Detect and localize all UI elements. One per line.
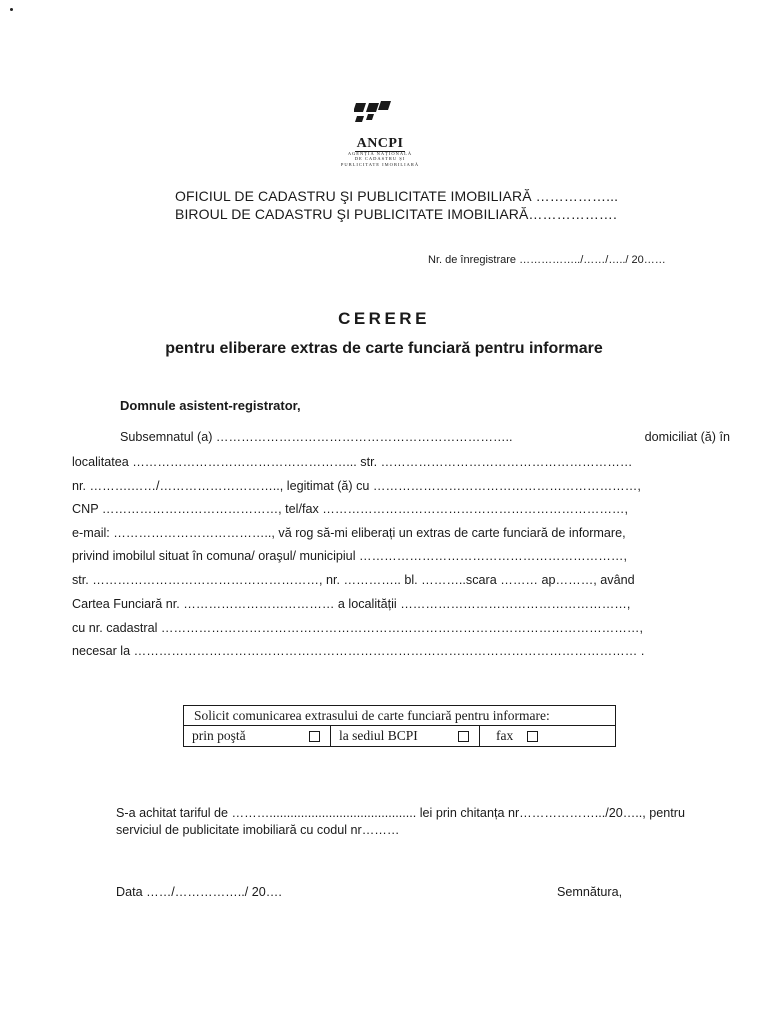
- delivery-method-table: [183, 705, 616, 747]
- form-line-land-book[interactable]: Cartea Funciară nr. ……………………………… a localității ………………………………………………,: [72, 597, 631, 611]
- document-title: CERERE: [338, 309, 430, 328]
- corner-dot: [10, 8, 13, 11]
- payment-line[interactable]: S-a achitat tariful de ……….......................................... lei prin chitanța nr……………….../20….., pentru: [116, 806, 686, 820]
- delivery-option-post[interactable]: prin poştă: [184, 726, 331, 746]
- document-subtitle: pentru eliberare extras de carte funciară pentru informare: [165, 340, 603, 357]
- form-line-id[interactable]: nr. ……….……/……………………….., legitimat (ă) cu ………………………………………………………,: [72, 479, 641, 493]
- date-field[interactable]: Data ……/……………../ 20….: [116, 885, 282, 899]
- checkbox-office[interactable]: [458, 731, 469, 742]
- delivery-option-fax[interactable]: fax: [480, 726, 615, 746]
- delivery-option-office[interactable]: la sediul BCPI: [331, 726, 480, 746]
- form-line-applicant[interactable]: Subsemnatul (a) …………………………………………………………….. domiciliat (ă) în: [120, 430, 730, 444]
- delivery-header: Solicit comunicarea extrasului de carte funciară pentru informare:: [184, 706, 615, 726]
- form-line-cadastral[interactable]: cu nr. cadastral ……………………………………………………………………………………………………,: [72, 621, 643, 635]
- greeting: Domnule asistent-registrator,: [120, 398, 301, 413]
- logo-name: ANCPI: [356, 136, 404, 151]
- ancpi-logo-icon: [354, 100, 394, 128]
- form-line-email[interactable]: e-mail: ……………………………….., vă rog să-mi eliberați un extras de carte funciară de informare,: [72, 526, 626, 540]
- checkbox-post[interactable]: [309, 731, 320, 742]
- bureau-line: BIROUL DE CADASTRU ŞI PUBLICITATE IMOBILIARĂ……………….: [175, 206, 618, 222]
- form-line-street[interactable]: str. ………………………………………………, nr. ………….. bl. ………..scara ……… ap………, având: [72, 573, 635, 587]
- office-line: OFICIUL DE CADASTRU ŞI PUBLICITATE IMOBILIARĂ ……………...: [175, 188, 619, 204]
- form-line-property[interactable]: privind imobilul situat în comuna/ oraşul/ municipiul ………………………………………………………,: [72, 549, 627, 563]
- registration-number-field[interactable]: Nr. de înregistrare ……………../……/…../ 20……: [428, 254, 666, 266]
- form-line-cnp[interactable]: CNP ……………………………………, tel/fax ………………………………………………………………,: [72, 502, 629, 516]
- form-line-purpose[interactable]: necesar la ………………………………………………………………………………………………………… .: [72, 644, 645, 658]
- signature-label: Semnătura,: [557, 885, 623, 899]
- form-line-locality[interactable]: localitatea ……………………………………………... str. ……………………………………………………: [72, 455, 633, 469]
- payment-service-line[interactable]: serviciul de publicitate imobiliară cu codul nr………: [116, 823, 400, 837]
- checkbox-fax[interactable]: [527, 731, 538, 742]
- logo-subtitle: AGENȚIA NAȚIONALĂ DE CADASTRU ȘI PUBLICITATE IMOBILIARĂ: [340, 151, 420, 167]
